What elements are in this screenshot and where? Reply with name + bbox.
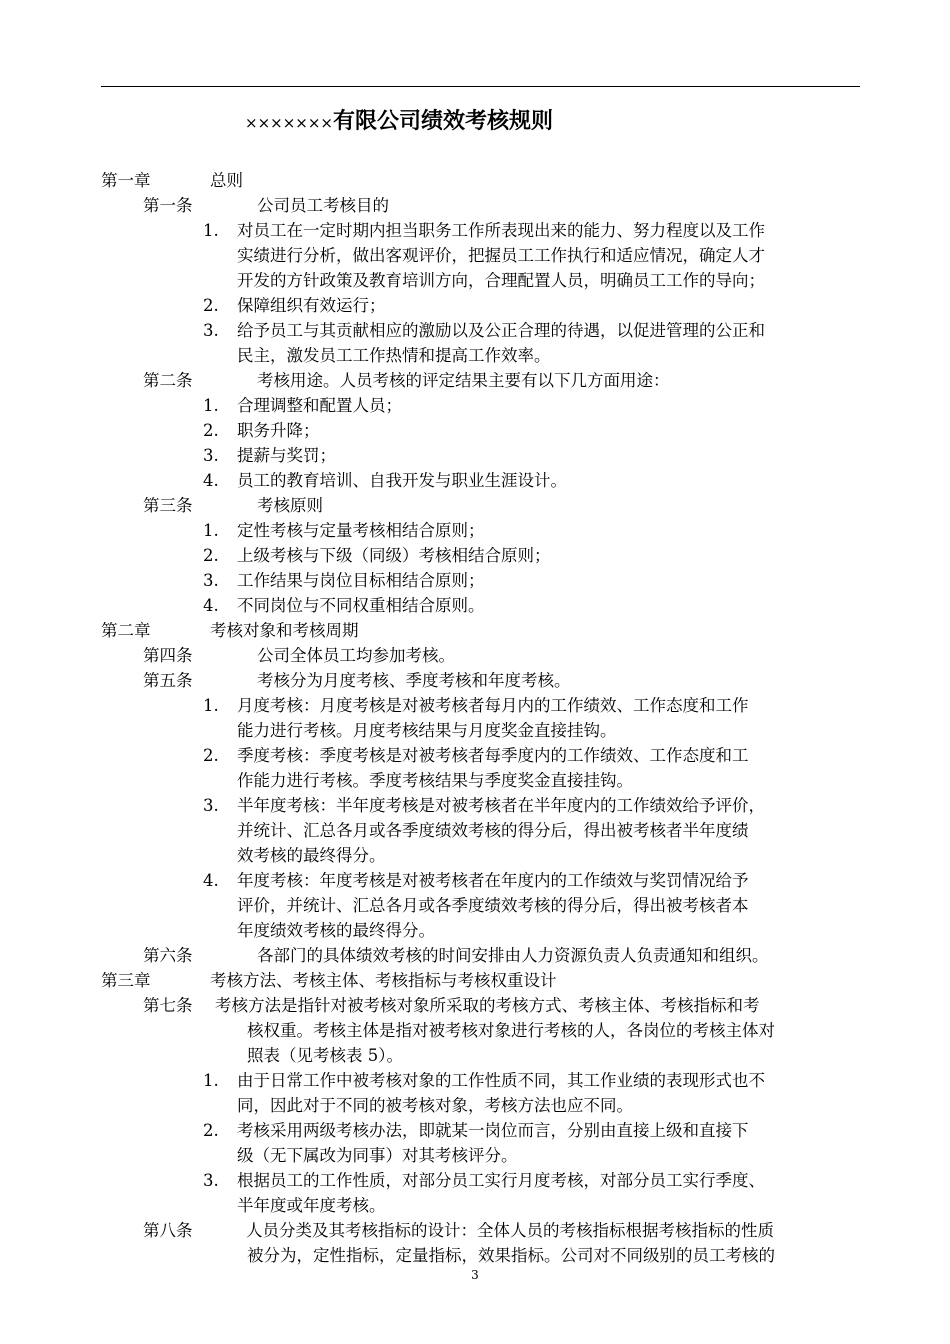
article-continuation — [0, 1243, 950, 1268]
line-text: 由于日常工作中被考核对象的工作性质不同，其工作业绩的表现形式也不 — [237, 1071, 765, 1090]
line-text: 评价，并统计、汇总各月或各季度绩效考核的得分后，得出被考核者本 — [237, 896, 749, 915]
list-item-continuation — [0, 1193, 950, 1218]
section-label: 第四条 — [143, 646, 193, 665]
list-item-continuation — [0, 1143, 950, 1168]
chapter-heading — [0, 168, 950, 193]
list-item — [0, 693, 950, 718]
line-text: 上级考核与下级（同级）考核相结合原则； — [237, 546, 551, 565]
line-text: 公司全体员工均参加考核。 — [257, 646, 455, 665]
line-text: 考核采用两级考核办法，即就某一岗位而言，分别由直接上级和直接下 — [237, 1121, 749, 1140]
line-text: 不同岗位与不同权重相结合原则。 — [237, 596, 485, 615]
list-item-continuation — [0, 818, 950, 843]
list-item — [0, 593, 950, 618]
list-item — [0, 868, 950, 893]
list-number: 1. — [203, 696, 219, 715]
section-label: 第二章 — [101, 621, 151, 640]
list-item — [0, 543, 950, 568]
line-text: 给予员工与其贡献相应的激励以及公正合理的待遇，以促进管理的公正和 — [237, 321, 765, 340]
list-item-continuation — [0, 343, 950, 368]
section-label: 第三条 — [143, 496, 193, 515]
line-text: 级（无下属改为同事）对其考核评分。 — [237, 1146, 518, 1165]
list-item — [0, 318, 950, 343]
line-text: 能力进行考核。月度考核结果与月度奖金直接挂钩。 — [237, 721, 617, 740]
list-number: 2. — [203, 546, 219, 565]
list-number: 4. — [203, 596, 219, 615]
line-text: 并统计、汇总各月或各季度绩效考核的得分后，得出被考核者半年度绩 — [237, 821, 749, 840]
line-text: 职务升降； — [237, 421, 320, 440]
document-title — [245, 104, 553, 135]
list-item — [0, 293, 950, 318]
list-number: 4. — [203, 471, 219, 490]
section-label: 第七条 — [143, 996, 193, 1015]
list-number: 2. — [203, 421, 219, 440]
line-text: 工作结果与岗位目标相结合原则； — [237, 571, 485, 590]
section-label: 第一章 — [101, 171, 151, 190]
line-text: 合理调整和配置人员； — [237, 396, 402, 415]
list-number: 3. — [203, 796, 219, 815]
list-item — [0, 793, 950, 818]
line-text: 作能力进行考核。季度考核结果与季度奖金直接挂钩。 — [237, 771, 633, 790]
title-company-placeholder: ××××××× — [245, 114, 333, 132]
chapter-heading — [0, 618, 950, 643]
line-text: 考核原则 — [257, 496, 323, 515]
article-heading — [0, 668, 950, 693]
list-item — [0, 443, 950, 468]
article-heading — [0, 1218, 950, 1243]
list-number: 1. — [203, 221, 219, 240]
list-item — [0, 418, 950, 443]
list-number: 2. — [203, 1121, 219, 1140]
list-item-continuation — [0, 768, 950, 793]
line-text: 半年度或年度考核。 — [237, 1196, 386, 1215]
list-item-continuation — [0, 1093, 950, 1118]
list-number: 1. — [203, 1071, 219, 1090]
article-heading — [0, 368, 950, 393]
document-body — [0, 168, 950, 1268]
list-number: 1. — [203, 396, 219, 415]
list-item-continuation — [0, 718, 950, 743]
list-number: 1. — [203, 521, 219, 540]
list-item-continuation — [0, 843, 950, 868]
page-number: 3 — [471, 1268, 479, 1282]
line-text: 公司员工考核目的 — [257, 196, 389, 215]
list-item-continuation — [0, 918, 950, 943]
article-continuation — [0, 1043, 950, 1068]
line-text: 考核方法是指针对被考核对象所采取的考核方式、考核主体、考核指标和考 — [215, 996, 760, 1015]
line-text: 照表（见考核表 5）。 — [247, 1046, 403, 1065]
list-item — [0, 1168, 950, 1193]
section-label: 第八条 — [143, 1221, 193, 1240]
line-text: 年度考核：年度考核是对被考核者在年度内的工作绩效与奖罚情况给予 — [237, 871, 749, 890]
list-item-continuation — [0, 243, 950, 268]
list-number: 3. — [203, 571, 219, 590]
line-text: 人员分类及其考核指标的设计：全体人员的考核指标根据考核指标的性质 — [246, 1221, 774, 1240]
line-text: 实绩进行分析，做出客观评价，把握员工工作执行和适应情况，确定人才 — [237, 246, 765, 265]
line-text: 考核对象和考核周期 — [210, 621, 359, 640]
list-number: 2. — [203, 296, 219, 315]
list-number: 4. — [203, 871, 219, 890]
line-text: 季度考核：季度考核是对被考核者每季度内的工作绩效、工作态度和工 — [237, 746, 749, 765]
line-text: 年度绩效考核的最终得分。 — [237, 921, 435, 940]
list-item — [0, 468, 950, 493]
line-text: 提薪与奖罚； — [237, 446, 336, 465]
line-text: 核权重。考核主体是指对被考核对象进行考核的人，各岗位的考核主体对 — [247, 1021, 775, 1040]
list-item — [0, 743, 950, 768]
list-number: 3. — [203, 446, 219, 465]
line-text: 考核方法、考核主体、考核指标与考核权重设计 — [210, 971, 557, 990]
line-text: 定性考核与定量考核相结合原则； — [237, 521, 485, 540]
line-text: 根据员工的工作性质，对部分员工实行月度考核，对部分员工实行季度、 — [237, 1171, 765, 1190]
line-text: 保障组织有效运行； — [237, 296, 386, 315]
line-text: 对员工在一定时期内担当职务工作所表现出来的能力、努力程度以及工作 — [237, 221, 765, 240]
list-number: 3. — [203, 321, 219, 340]
list-item — [0, 568, 950, 593]
line-text: 各部门的具体绩效考核的时间安排由人力资源负责人负责通知和组织。 — [257, 946, 769, 965]
line-text: 月度考核：月度考核是对被考核者每月内的工作绩效、工作态度和工作 — [237, 696, 749, 715]
line-text: 员工的教育培训、自我开发与职业生涯设计。 — [237, 471, 567, 490]
list-item — [0, 1118, 950, 1143]
article-heading — [0, 193, 950, 218]
section-label: 第六条 — [143, 946, 193, 965]
section-label: 第三章 — [101, 971, 151, 990]
line-text: 被分为，定性指标，定量指标，效果指标。公司对不同级别的员工考核的 — [247, 1246, 775, 1265]
list-item — [0, 393, 950, 418]
article-heading — [0, 993, 950, 1018]
section-label: 第一条 — [143, 196, 193, 215]
section-label: 第五条 — [143, 671, 193, 690]
list-item-continuation — [0, 268, 950, 293]
article-heading — [0, 493, 950, 518]
line-text: 效考核的最终得分。 — [237, 846, 386, 865]
section-label: 第二条 — [143, 371, 193, 390]
line-text: 民主，激发员工工作热情和提高工作效率。 — [237, 346, 551, 365]
title-text: 有限公司绩效考核规则 — [332, 109, 553, 134]
line-text: 半年度考核：半年度考核是对被考核者在半年度内的工作绩效给予评价， — [237, 796, 765, 815]
list-number: 2. — [203, 746, 219, 765]
chapter-heading — [0, 968, 950, 993]
article-continuation — [0, 1018, 950, 1043]
list-item — [0, 218, 950, 243]
line-text: 开发的方针政策及教育培训方向，合理配置人员，明确员工工作的导向； — [237, 271, 765, 290]
article-heading — [0, 943, 950, 968]
list-item — [0, 1068, 950, 1093]
line-text: 考核用途。人员考核的评定结果主要有以下几方面用途： — [257, 371, 670, 390]
line-text: 考核分为月度考核、季度考核和年度考核。 — [257, 671, 571, 690]
list-item-continuation — [0, 893, 950, 918]
list-number: 3. — [203, 1171, 219, 1190]
line-text: 同，因此对于不同的被考核对象，考核方法也应不同。 — [237, 1096, 633, 1115]
header-rule — [101, 86, 860, 87]
list-item — [0, 518, 950, 543]
line-text: 总则 — [210, 171, 243, 190]
article-heading — [0, 643, 950, 668]
